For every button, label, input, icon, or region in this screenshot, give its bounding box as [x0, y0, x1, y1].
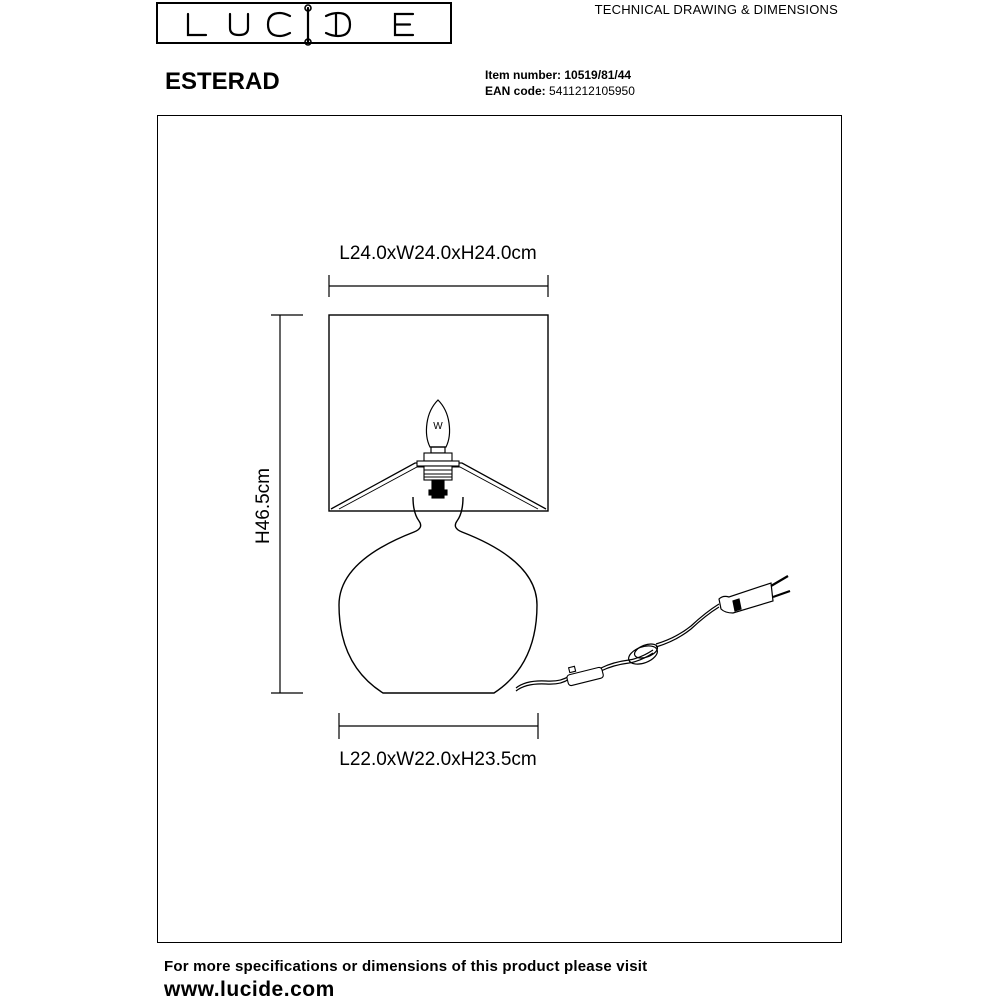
- footer-url-link[interactable]: www.lucide.com: [164, 978, 335, 1001]
- lamp-drawing: [1, 1, 1000, 1001]
- cord-switch: [566, 666, 604, 686]
- ean-value: 5411212105950: [549, 84, 635, 98]
- base-dimension-line: [339, 713, 538, 739]
- drawing-frame: [157, 115, 842, 943]
- lamp-base: [339, 497, 537, 693]
- shade-dimension-label: L24.0xW24.0xH24.0cm: [339, 243, 537, 264]
- base-dimension-label: L22.0xW22.0xH23.5cm: [339, 749, 537, 770]
- item-number-value: 10519/81/44: [564, 68, 632, 82]
- item-number-label: Item number:: [485, 68, 562, 82]
- height-dimension-line: [271, 315, 303, 693]
- lamp-holder: [417, 453, 459, 498]
- ean-label: EAN code:: [485, 84, 546, 98]
- bulb-marker: W: [433, 421, 443, 432]
- height-dimension-label: H46.5cm: [253, 467, 274, 545]
- plug: [719, 576, 790, 613]
- page-header-title: TECHNICAL DRAWING & DIMENSIONS: [594, 2, 838, 17]
- product-name: ESTERAD: [165, 68, 280, 95]
- power-cord: [516, 604, 719, 691]
- footer-text: For more specifications or dimensions of this product please visit: [164, 958, 648, 975]
- shade-dimension-line: [329, 275, 548, 297]
